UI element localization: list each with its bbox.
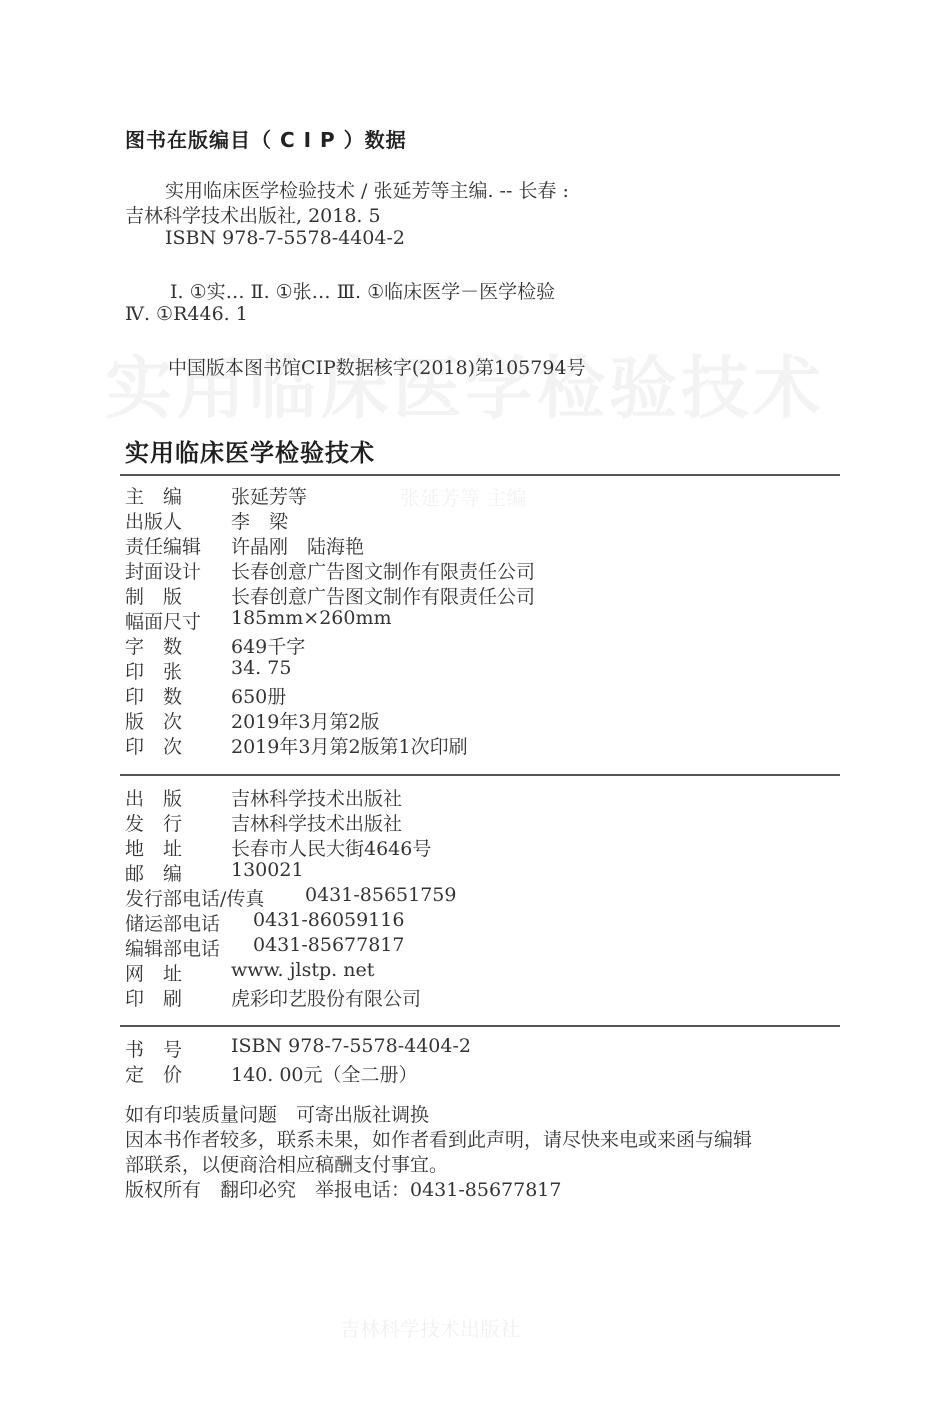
copyright-notice: 版权所有 翻印必究 举报电话：0431-85677817 xyxy=(125,1179,562,1201)
credit-label: 幅面尺寸 xyxy=(125,611,202,633)
publisher-label: 印 刷 xyxy=(125,988,183,1010)
credit-value: 张延芳等 xyxy=(231,486,308,508)
credit-label: 出版人 xyxy=(125,511,183,533)
cip-data-number: 中国版本图书馆CIP数据核字(2018)第105794号 xyxy=(168,357,586,379)
pricing-value: ISBN 978-7-5578-4404-2 xyxy=(231,1035,471,1057)
credit-value: 649千字 xyxy=(231,636,306,658)
publisher-value: 0431-85651759 xyxy=(305,884,457,906)
credit-value: 2019年3月第2版第1次印刷 xyxy=(231,736,468,758)
author-notice-line2: 部联系，以便商洽相应稿酬支付事宜。 xyxy=(125,1154,449,1176)
cip-title-line: 实用临床医学检验技术 / 张延芳等主编. -- 长春 : xyxy=(165,180,569,202)
publisher-value: 吉林科学技术出版社 xyxy=(231,788,403,810)
author-notice-line1: 因本书作者较多，联系未果，如作者看到此声明，请尽快来电或来函与编辑 xyxy=(125,1129,753,1151)
credit-label: 主 编 xyxy=(125,486,183,508)
publisher-label: 出 版 xyxy=(125,788,183,810)
cip-classification-line: Ⅰ. ①实… Ⅱ. ①张… Ⅲ. ①临床医学－医学检验 xyxy=(170,281,556,303)
pricing-label: 书 号 xyxy=(125,1039,183,1061)
divider-bottom xyxy=(120,1025,840,1027)
cip-publisher-line: 吉林科学技术出版社, 2018. 5 xyxy=(125,205,381,227)
credit-value: 许晶刚 陆海艳 xyxy=(231,536,365,558)
publisher-label: 邮 编 xyxy=(125,863,183,885)
publisher-value: 130021 xyxy=(231,859,304,881)
credit-label: 封面设计 xyxy=(125,561,202,583)
publisher-value: 虎彩印艺股份有限公司 xyxy=(231,988,422,1010)
publisher-value: 0431-86059116 xyxy=(253,909,405,931)
credit-value: 2019年3月第2版 xyxy=(231,711,380,733)
credit-value: 34. 75 xyxy=(231,657,292,679)
show-through-title xyxy=(105,335,825,432)
publisher-label: 编辑部电话 xyxy=(125,938,221,960)
publisher-label: 发行部电话/传真 xyxy=(125,888,265,910)
credit-value: 李 梁 xyxy=(231,511,289,533)
publisher-value: 吉林科学技术出版社 xyxy=(231,813,403,835)
credit-label: 印 张 xyxy=(125,661,183,683)
divider-top xyxy=(120,474,840,476)
credit-value: 650册 xyxy=(231,686,287,708)
show-through-editor: 张延芳等 主编 xyxy=(400,486,527,510)
credit-label: 制 版 xyxy=(125,586,183,608)
divider-middle xyxy=(120,774,840,776)
publisher-value: 长春市人民大街4646号 xyxy=(231,838,432,860)
credit-label: 印 数 xyxy=(125,686,183,708)
credit-label: 字 数 xyxy=(125,636,183,658)
cip-isbn-line: ISBN 978-7-5578-4404-2 xyxy=(165,227,405,249)
pricing-label: 定 价 xyxy=(125,1064,183,1086)
cip-heading: 图书在版编目（ C I P ）数据 xyxy=(125,128,407,152)
show-through-publisher: 吉林科学技术出版社 xyxy=(340,1317,520,1341)
credit-label: 责任编辑 xyxy=(125,536,202,558)
publisher-value: www. jlstp. net xyxy=(231,959,375,981)
publisher-label: 发 行 xyxy=(125,813,183,835)
quality-notice: 如有印装质量问题 可寄出版社调换 xyxy=(125,1104,430,1126)
cip-class-number-line: Ⅳ. ①R446. 1 xyxy=(125,303,248,325)
publisher-value: 0431-85677817 xyxy=(253,934,405,956)
credit-value: 长春创意广告图文制作有限责任公司 xyxy=(231,586,536,608)
publisher-label: 地 址 xyxy=(125,838,183,860)
book-title: 实用临床医学检验技术 xyxy=(125,439,375,467)
pricing-value: 140. 00元（全二册） xyxy=(231,1064,418,1086)
publisher-label: 网 址 xyxy=(125,963,183,985)
credit-label: 印 次 xyxy=(125,736,183,758)
credit-value: 长春创意广告图文制作有限责任公司 xyxy=(231,561,536,583)
credit-label: 版 次 xyxy=(125,711,183,733)
publisher-label: 储运部电话 xyxy=(125,913,221,935)
credit-value: 185mm×260mm xyxy=(231,607,392,629)
